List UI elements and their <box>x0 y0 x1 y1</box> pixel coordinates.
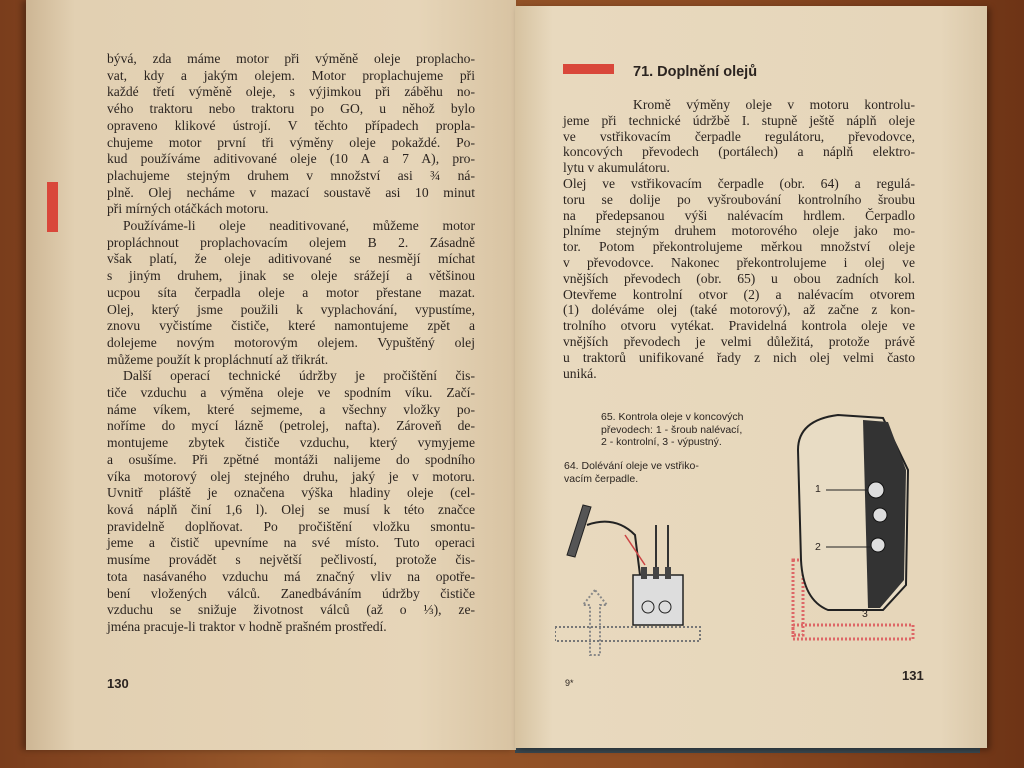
text-line: kud používáme aditivované oleje (10 A a 7 A), pro- <box>107 151 475 167</box>
text-line: pravidelně doplňovat. Po pročištění vložku smontu- <box>107 518 475 534</box>
section-heading-bar <box>563 64 614 74</box>
text-line: Uvnitř pláště je označena výška hladiny oleje (cel- <box>107 485 475 501</box>
figure-label-3: 3 <box>862 608 868 620</box>
text-line: s jiným druhem, jinak se oleje srážejí a většinou <box>107 268 475 284</box>
text-line: na předepsanou výši nalévacím hrdlem. Čerpadlo <box>563 207 915 223</box>
text-line: při mírných otáčkách motoru. <box>107 201 269 217</box>
figure-label-2: 2 <box>815 541 821 553</box>
text-line: a osušíme. Při zpětné montáži nalijeme do spodního <box>107 451 475 467</box>
text-line: vat, kdy a jakým olejem. Motor proplachujeme při <box>107 67 475 83</box>
text-line: noříme do mycí lázně (petrolej, nafta). Zároveň de- <box>107 418 475 434</box>
figure-label-1: 1 <box>815 483 821 495</box>
figure-65-final-drive-illustration <box>768 410 918 645</box>
text-line: u traktorů unifikované řady z nich olej velmi často <box>563 349 915 365</box>
signature-mark: 9* <box>565 678 574 688</box>
right-page-body-text <box>563 97 915 381</box>
caption-line: 2 - kontrolní, 3 - výpustný. <box>601 436 722 448</box>
text-line: jména pracuje-li traktor v hodně prašném prostředí. <box>107 618 387 634</box>
text-line: ucpou síta čerpadla oleje a motor přestane mazat. <box>107 284 475 300</box>
text-line: dolejeme novým motorovým olejem. Vypuštěný olej <box>107 334 475 350</box>
text-line: však platí, že oleje aditivované se nesmějí míchat <box>107 251 475 267</box>
text-line: Kromě výměny oleje v motoru kontrolu- <box>633 97 915 112</box>
text-line: bývá, zda máme motor při výměně oleje proplacho- <box>107 51 475 66</box>
text-line: tiče vzduchu a výměna oleje ve spodním víku. Začí- <box>107 385 475 401</box>
text-line: ve vstřikovacím čerpadle regulátoru, převodovce, <box>563 128 915 144</box>
text-line: ková náplň činí 1,6 l). Olej se musí k této značce <box>107 501 475 517</box>
text-line: montujeme zbytek čističe vzduchu, který vymyjeme <box>107 435 475 451</box>
text-line: jeme a čistič upevníme na své místo. Tuto operaci <box>107 535 475 551</box>
figure-65-caption <box>601 411 743 449</box>
text-line: (1) doléváme olej (také motorový), až začne z kon- <box>563 302 915 318</box>
text-line: musíme provádět s největší pečlivostí, protože čis- <box>107 552 475 568</box>
caption-line: 65. Kontrola oleje v koncových <box>601 411 744 423</box>
caption-line: vacím čerpadle. <box>564 472 639 485</box>
text-line: plachujeme stejným druhem v množství asi ¾ ná- <box>107 167 475 183</box>
text-line: můžeme použít k propláchnutí až třikrát. <box>107 351 329 367</box>
figure-64-pump-illustration <box>555 495 705 660</box>
text-line: vzduchu se snižuje životnost válců (až o ⅓), ze- <box>107 602 475 618</box>
text-line: víka motorový olej stejného druhu, jaký je v motoru. <box>107 468 475 484</box>
text-line: vnějších převodech je velmi důležitá, protože právě <box>563 333 915 349</box>
text-line: Další operací technické údržby je pročištění čis- <box>123 368 475 384</box>
text-line: opraveno klikové ústrojí. V těchto případech propla- <box>107 117 475 133</box>
text-line: každé třetí výměně oleje, s výjimkou při záběhu no- <box>107 84 475 100</box>
caption-line: 64. Dolévání oleje ve vstřiko- <box>564 460 699 472</box>
text-line: lytu v akumulátoru. <box>563 160 670 176</box>
text-line: tota nasávaného vzduchu má značný vliv na opotře- <box>107 568 475 584</box>
section-heading: 71. Doplnění olejů <box>633 64 758 80</box>
text-line: Olej, který jsme použili k vyplachování, vypustíme, <box>107 301 475 317</box>
text-line: chujeme motor první tři výměny oleje pokaždé. Po- <box>107 134 475 150</box>
text-line: v převodovce. Nakonec překontrolujeme i olej ve <box>563 254 915 270</box>
page-number-left: 130 <box>107 676 129 691</box>
text-line: propláchnout proplachovacím olejem B 2. Zásadně <box>107 234 475 250</box>
text-line: trolního otvoru vytékat. Pravidelná kontrola oleje ve <box>563 318 915 334</box>
text-line: plníme stejným druhem motorového oleje jako mo- <box>563 223 915 239</box>
text-line: koncových převodech (portálech) a náplň elektro- <box>563 144 915 160</box>
text-line: znovu vyčistíme čističe, které namontujeme zpět a <box>107 318 475 334</box>
page-number-right: 131 <box>902 668 924 683</box>
text-line: Používáme-li oleje neaditivované, můžeme motor <box>123 218 475 234</box>
text-line: uniká. <box>563 365 597 381</box>
text-line: vého traktoru nebo traktoru po GO, u něhož bylo <box>107 101 475 117</box>
left-page-body-text <box>107 51 475 636</box>
red-margin-mark <box>47 182 58 232</box>
text-line: Otevřeme kontrolní otvor (2) a nalévacím otvorem <box>563 286 915 302</box>
text-line: jeme při technické údržbě I. stupně ještě náplň oleje <box>563 112 915 128</box>
caption-line: převodech: 1 - šroub nalévací, <box>601 423 743 436</box>
text-line: Olej ve vstřikovacím čerpadle (obr. 64) a regulá- <box>563 175 915 191</box>
text-line: plně. Olej necháme v mazací soustavě asi 10 minut <box>107 184 475 200</box>
text-line: vnějších převodech (obr. 65) u obou zadních kol. <box>563 270 915 286</box>
text-line: toru se dolije po vyšroubování kontrolního šroubu <box>563 191 915 207</box>
text-line: náme víkem, které sejmeme, a všechny vložky po- <box>107 401 475 417</box>
figure-64-caption <box>564 460 699 485</box>
text-line: tor. Potom překontrolujeme měrkou množství oleje <box>563 239 915 255</box>
text-line: bení vložených válců. Zanedbáváním údržby čističe <box>107 585 475 601</box>
